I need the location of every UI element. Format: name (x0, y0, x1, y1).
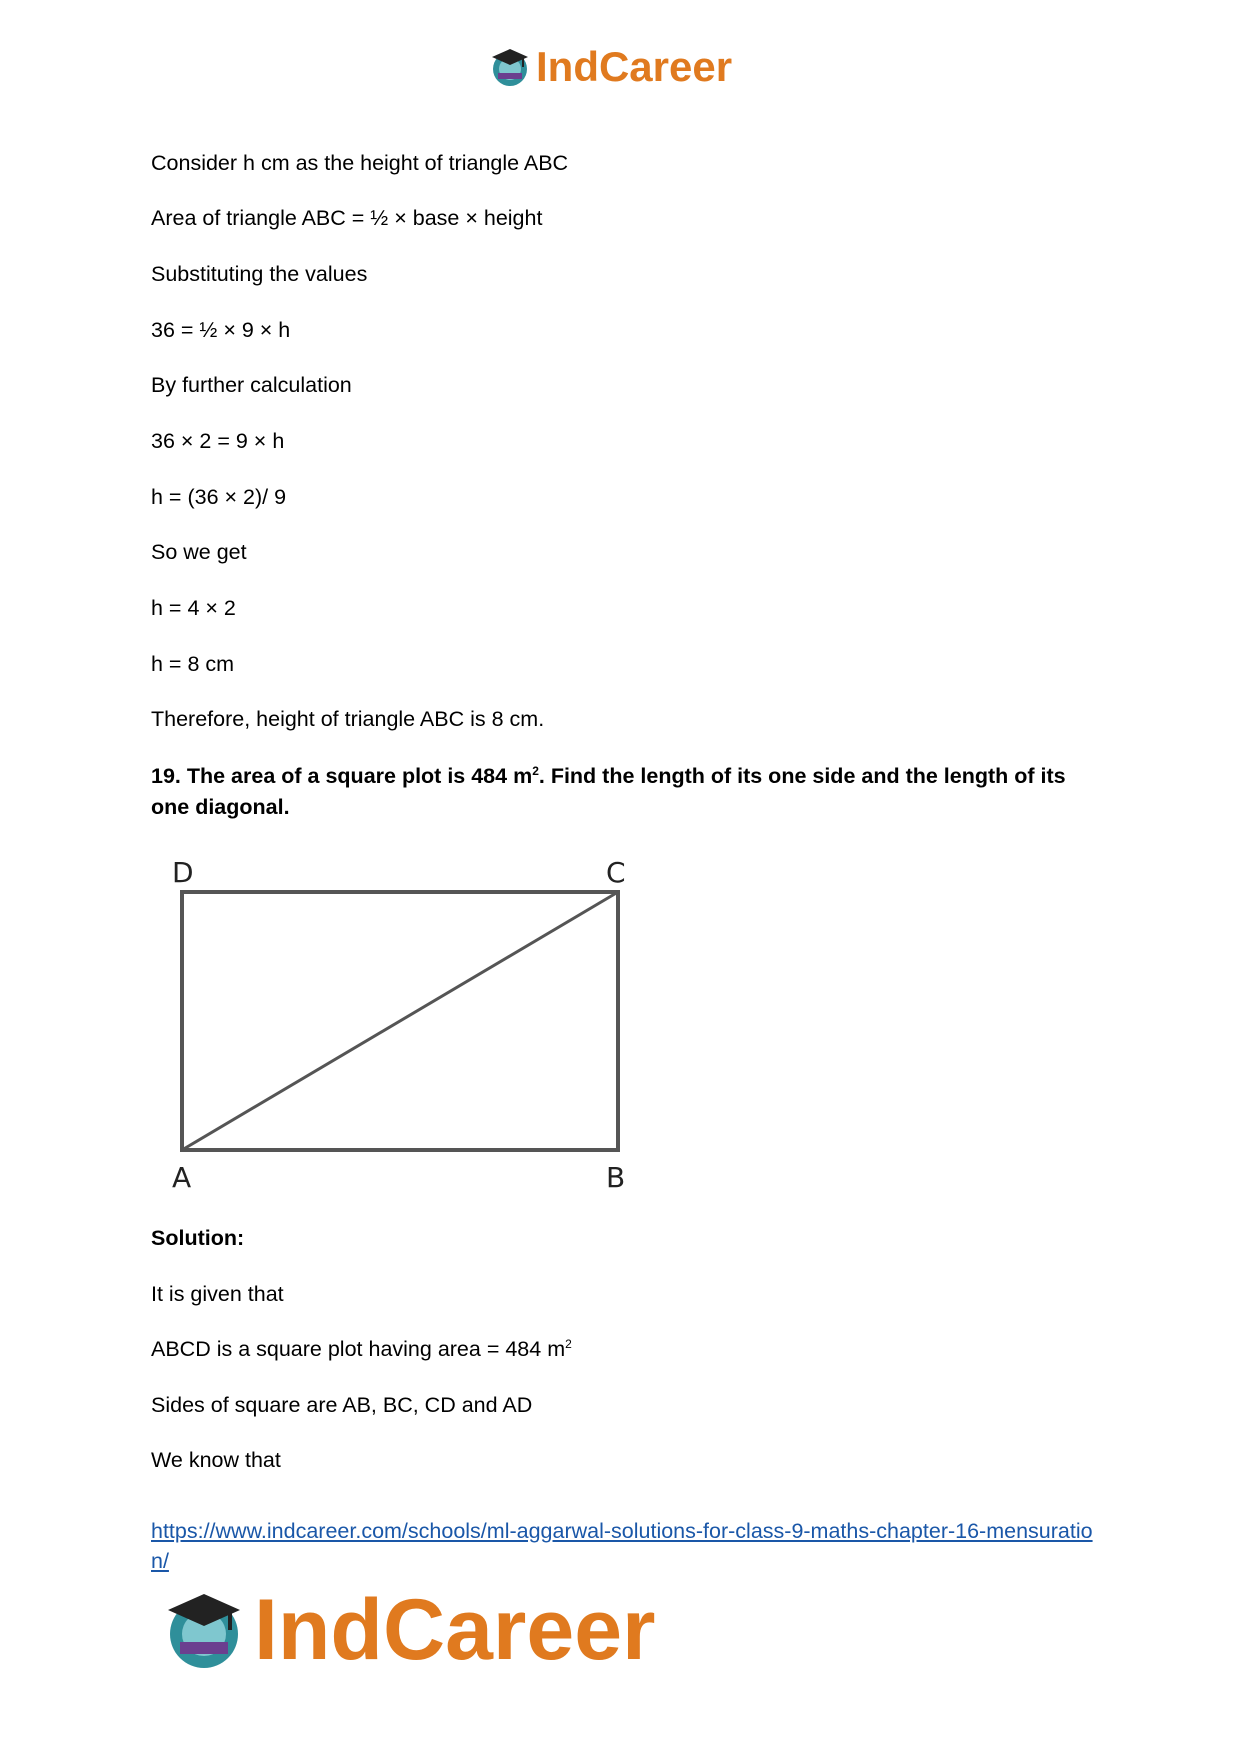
vertex-label-c: C (606, 856, 626, 889)
text-line: So we get (151, 540, 247, 564)
superscript: 2 (565, 1336, 572, 1351)
area-text: ABCD is a square plot having area = 484 m (151, 1337, 566, 1361)
vertex-label-b: B (606, 1161, 626, 1194)
text-line: Sides of square are AB, BC, CD and AD (151, 1393, 533, 1417)
text-line: 36 × 2 = 9 × h (151, 429, 285, 453)
text-line (151, 1335, 572, 1363)
graduation-globe-icon (488, 45, 532, 89)
superscript: 2 (532, 763, 539, 778)
diagonal-ac (182, 892, 618, 1150)
text-line: h = 8 cm (151, 652, 235, 676)
solution-heading: Solution: (151, 1226, 245, 1250)
question-text: 19. The area of a square plot is 484 m (151, 764, 533, 788)
question-19 (151, 761, 1091, 823)
text-line: h = 4 × 2 (151, 596, 236, 620)
text-line: Area of triangle ABC = ½ × base × height (151, 206, 543, 230)
source-link[interactable]: https://www.indcareer.com/schools/ml-aggarwal-solutions-for-class-9-maths-chapter-16-mensuration/ (151, 1519, 1093, 1573)
vertex-label-d: D (172, 856, 194, 889)
text-line: It is given that (151, 1282, 284, 1306)
text-line: We know that (151, 1448, 281, 1472)
text-line: By further calculation (151, 373, 352, 397)
graduation-globe-icon (160, 1586, 248, 1674)
text-line: 36 = ½ × 9 × h (151, 318, 291, 342)
header-logo (488, 42, 732, 92)
logo-text: IndCareer (536, 43, 733, 90)
text-line: Substituting the values (151, 262, 368, 286)
question-text-continued: . Find the length of its one side and the length of its one diagonal. (151, 764, 1066, 819)
text-line: Therefore, height of triangle ABC is 8 cm. (151, 707, 545, 731)
text-line: h = (36 × 2)/ 9 (151, 485, 287, 509)
footer-logo (160, 1580, 656, 1680)
vertex-label-a: A (172, 1161, 192, 1194)
square-diagram (160, 850, 640, 1200)
text-line: Consider h cm as the height of triangle ABC (151, 151, 569, 175)
logo-text: IndCareer (254, 1582, 656, 1678)
